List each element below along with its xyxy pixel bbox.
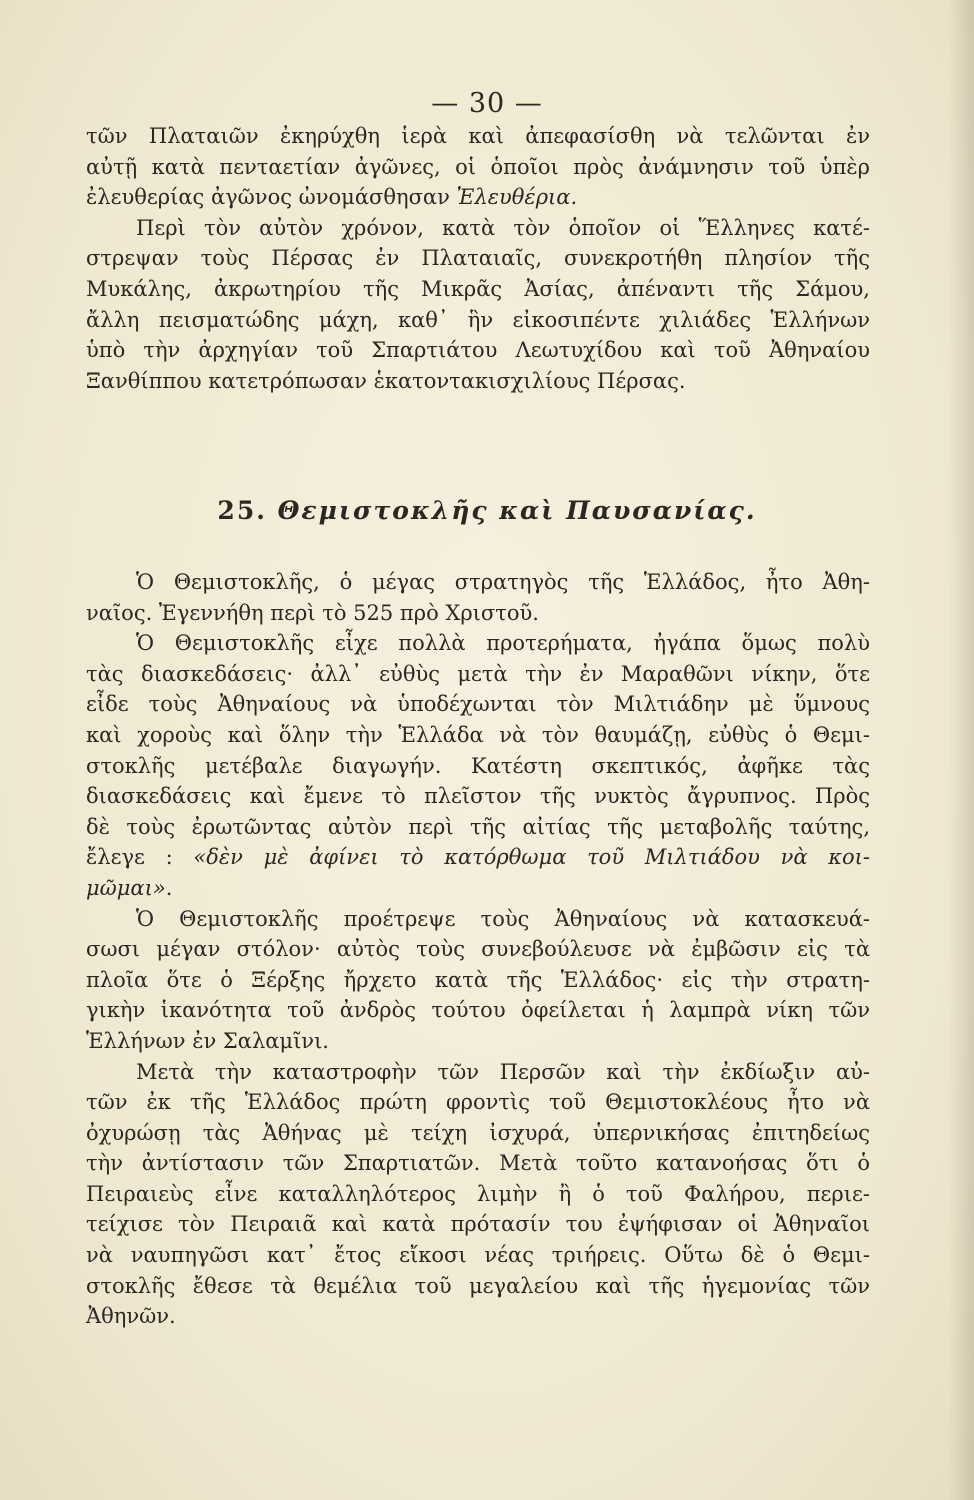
line-text: δὲ τοὺς ἐρωτῶντας αὐτὸν περὶ τῆς αἰτίας τῆς μεταβολῆς ταύτης, (86, 814, 870, 839)
text-line (86, 1118, 870, 1149)
line-text: Μετὰ τὴν καταστροφὴν τῶν Περσῶν καὶ τὴν ἐκδίωξιν αὐ- (136, 1059, 870, 1084)
line-text-after: . (165, 875, 173, 900)
text-line (86, 873, 870, 904)
text-line (86, 121, 870, 152)
line-text: τῶν Πλαταιῶν ἐκηρύχθη ἱερὰ καὶ ἀπεφασίσθη νὰ τελῶνται ἐν (86, 124, 870, 148)
line-text: γικὴν ἱκανότητα τοῦ ἀνδρὸς τούτου ὀφείλεται ἡ λαμπρὰ νίκη τῶν (86, 998, 870, 1023)
text-line (86, 213, 870, 244)
line-text: στοκλῆς ἔθεσε τὰ θεμέλια τοῦ μεγαλείου καὶ τῆς ἡγεμονίας τῶν (86, 1273, 870, 1298)
text-line (86, 1179, 870, 1210)
text-line (86, 335, 870, 366)
line-text: τῶν ἐκ τῆς Ἑλλάδος πρώτη φροντὶς τοῦ Θεμιστοκλέους ἦτο νὰ (86, 1090, 870, 1115)
line-text: Ὁ Θεμιστοκλῆς εἶχε πολλὰ προτερήματα, ἠγάπα ὅμως πολὺ (136, 631, 870, 656)
line-text: στοκλῆς μετέβαλε διαγωγήν. Κατέστη σκεπτικός, ἀφῆκε τὰς (86, 753, 870, 778)
text-line (86, 628, 870, 659)
text-line (86, 781, 870, 812)
text-line (86, 904, 870, 935)
line-text: Ξανθίππου κατετρόπωσαν ἑκατοντακισχιλίους Πέρσας. (86, 368, 686, 393)
text-line (86, 965, 870, 996)
line-text: Ἀθηνῶν. (86, 1304, 176, 1329)
text-line (86, 1026, 870, 1057)
text-line (86, 1240, 870, 1271)
text-line (86, 598, 870, 629)
text-line (86, 274, 870, 305)
section-title: Θεμιστοκλῆς καὶ Παυσανίας. (277, 496, 757, 525)
text-line (86, 751, 870, 782)
line-text: αὐτῇ κατὰ πενταετίαν ἀγῶνες, οἱ ὁποῖοι πρὸς ἀνάμνησιν τοῦ ὑπὲρ (86, 154, 870, 179)
text-line (86, 567, 870, 598)
line-text: τὴν ἀντίστασιν τῶν Σπαρτιατῶν. Μετὰ τοῦτο κατανοήσας ὅτι ὁ (86, 1151, 870, 1176)
text-line (86, 305, 870, 336)
text-line (86, 995, 870, 1026)
section-heading (0, 496, 974, 525)
line-text: Μυκάλης, ἀκρωτηρίου τῆς Μικρᾶς Ἀσίας, ἀπέναντι τῆς Σάμου, (86, 276, 870, 301)
text-line (86, 1301, 870, 1332)
text-line (86, 689, 870, 720)
text-line (86, 659, 870, 690)
line-text: Ὁ Θεμιστοκλῆς προέτρεψε τοὺς Ἀθηναίους νὰ κατασκευά- (136, 906, 870, 931)
text-line (86, 812, 870, 843)
line-text: πλοῖα ὅτε ὁ Ξέρξης ἤρχετο κατὰ τῆς Ἑλλάδος· εἰς τὴν στρατη- (86, 967, 870, 992)
text-line (86, 366, 870, 397)
line-text: ἄλλη πεισματώδης μάχη, καθ᾽ ἣν εἰκοσιπέντε χιλιάδες Ἑλλήνων (86, 307, 870, 332)
line-text: Πειραιεὺς εἶνε καταλληλότερος λιμὴν ἢ ὁ τοῦ Φαλήρου, περιε- (86, 1181, 870, 1206)
line-text: τείχισε τὸν Πειραιᾶ καὶ κατὰ πρότασίν του ἐψήφισαν οἱ Ἀθηναῖοι (86, 1212, 870, 1237)
line-text: ὑπὸ τὴν ἀρχηγίαν τοῦ Σπαρτιάτου Λεωτυχίδου καὶ τοῦ Ἀθηναίου (86, 338, 870, 363)
line-text: τὰς διασκεδάσεις· ἀλλ᾽ εὐθὺς μετὰ τὴν ἐν Μαραθῶνι νίκην, ὅτε (86, 661, 870, 686)
page-edge-shadow (948, 0, 974, 1500)
section-body (86, 567, 870, 1332)
line-text: εἶδε τοὺς Ἀθηναίους νὰ ὑποδέχωνται τὸν Μιλτιάδην μὲ ὕμνους (86, 692, 870, 717)
intro-paragraphs (86, 121, 870, 396)
italic-text: Ἐλευθέρια. (456, 185, 578, 210)
text-line (86, 243, 870, 274)
line-text: νὰ ναυπηγῶσι κατ᾽ ἔτος εἴκοσι νέας τριήρεις. Οὕτω δὲ ὁ Θεμι- (86, 1243, 870, 1268)
text-line (86, 842, 870, 873)
page-number: — 30 — (431, 88, 543, 119)
text-line (86, 152, 870, 183)
line-text: ἐλευθερίας ἀγῶνος ὠνομάσθησαν (86, 185, 457, 210)
line-text: Ἑλλήνων ἐν Σαλαμῖνι. (86, 1028, 329, 1053)
italic-text: «δὲν μὲ ἀφίνει τὸ κατόρθωμα τοῦ Μιλτιάδου νὰ κοι- (193, 845, 870, 870)
line-text: ἔλεγε : (86, 845, 194, 870)
text-line (86, 1148, 870, 1179)
line-text: ὀχυρώσῃ τὰς Ἀθήνας μὲ τείχη ἰσχυρά, ὑπερνικήσας ἐπιτηδείως (86, 1120, 870, 1145)
text-line (86, 1209, 870, 1240)
text-line (86, 182, 870, 213)
text-line (86, 720, 870, 751)
section-number: 25. (217, 496, 267, 525)
text-line (86, 1271, 870, 1302)
line-text: διασκεδάσεις καὶ ἔμενε τὸ πλεῖστον τῆς νυκτὸς ἄγρυπνος. Πρὸς (86, 784, 870, 809)
line-text: καὶ χοροὺς καὶ ὅλην τὴν Ἑλλάδα νὰ τὸν θαυμάζῃ, εὐθὺς ὁ Θεμι- (86, 722, 870, 747)
line-text: Περὶ τὸν αὐτὸν χρόνον, κατὰ τὸν ὁποῖον οἱ Ἕλληνες κατέ- (136, 215, 870, 240)
line-text: ναῖος. Ἐγεννήθη περὶ τὸ 525 πρὸ Χριστοῦ. (86, 600, 539, 625)
text-line (86, 1057, 870, 1088)
line-text: στρεψαν τοὺς Πέρσας ἐν Πλαταιαῖς, συνεκροτήθη πλησίον τῆς (86, 246, 870, 271)
italic-text: μῶμαι» (86, 875, 166, 900)
line-text: Ὁ Θεμιστοκλῆς, ὁ μέγας στρατηγὸς τῆς Ἑλλάδος, ἦτο Ἀθη- (136, 570, 870, 594)
text-line (86, 1087, 870, 1118)
text-line (86, 934, 870, 965)
line-text: σωσι μέγαν στόλον· αὐτὸς τοὺς συνεβούλευσε νὰ ἐμβῶσιν εἰς τὰ (86, 937, 870, 962)
